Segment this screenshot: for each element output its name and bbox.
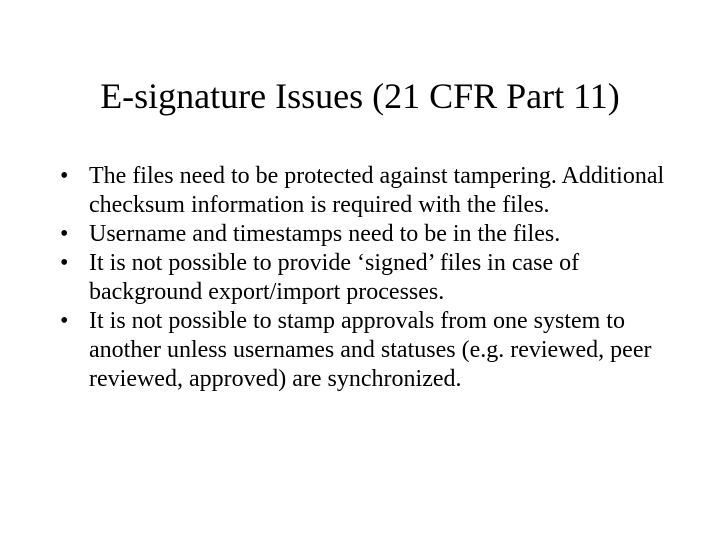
bullet-icon: • [60, 221, 69, 247]
bullet-text: It is not possible to provide ‘signed’ files in case of background export/import processes. [89, 250, 580, 305]
bullet-icon: • [60, 308, 69, 334]
bullet-text: It is not possible to stamp approvals from one system to another unless usernames and statuses (e.g. reviewed, peer reviewed, approved) are synchronized. [89, 308, 652, 392]
bullet-item [60, 162, 670, 220]
slide-title: E-signature Issues (21 CFR Part 11) [100, 76, 620, 116]
bullet-item [60, 307, 670, 394]
bullet-icon: • [60, 250, 69, 276]
bullet-text: Username and timestamps need to be in the files. [89, 221, 561, 247]
bullet-item [60, 220, 670, 249]
bullet-icon: • [60, 163, 69, 189]
bullet-item [60, 249, 670, 307]
bullet-list [60, 162, 670, 394]
bullet-text: The files need to be protected against tampering. Additional checksum information is required with the files. [89, 163, 665, 218]
